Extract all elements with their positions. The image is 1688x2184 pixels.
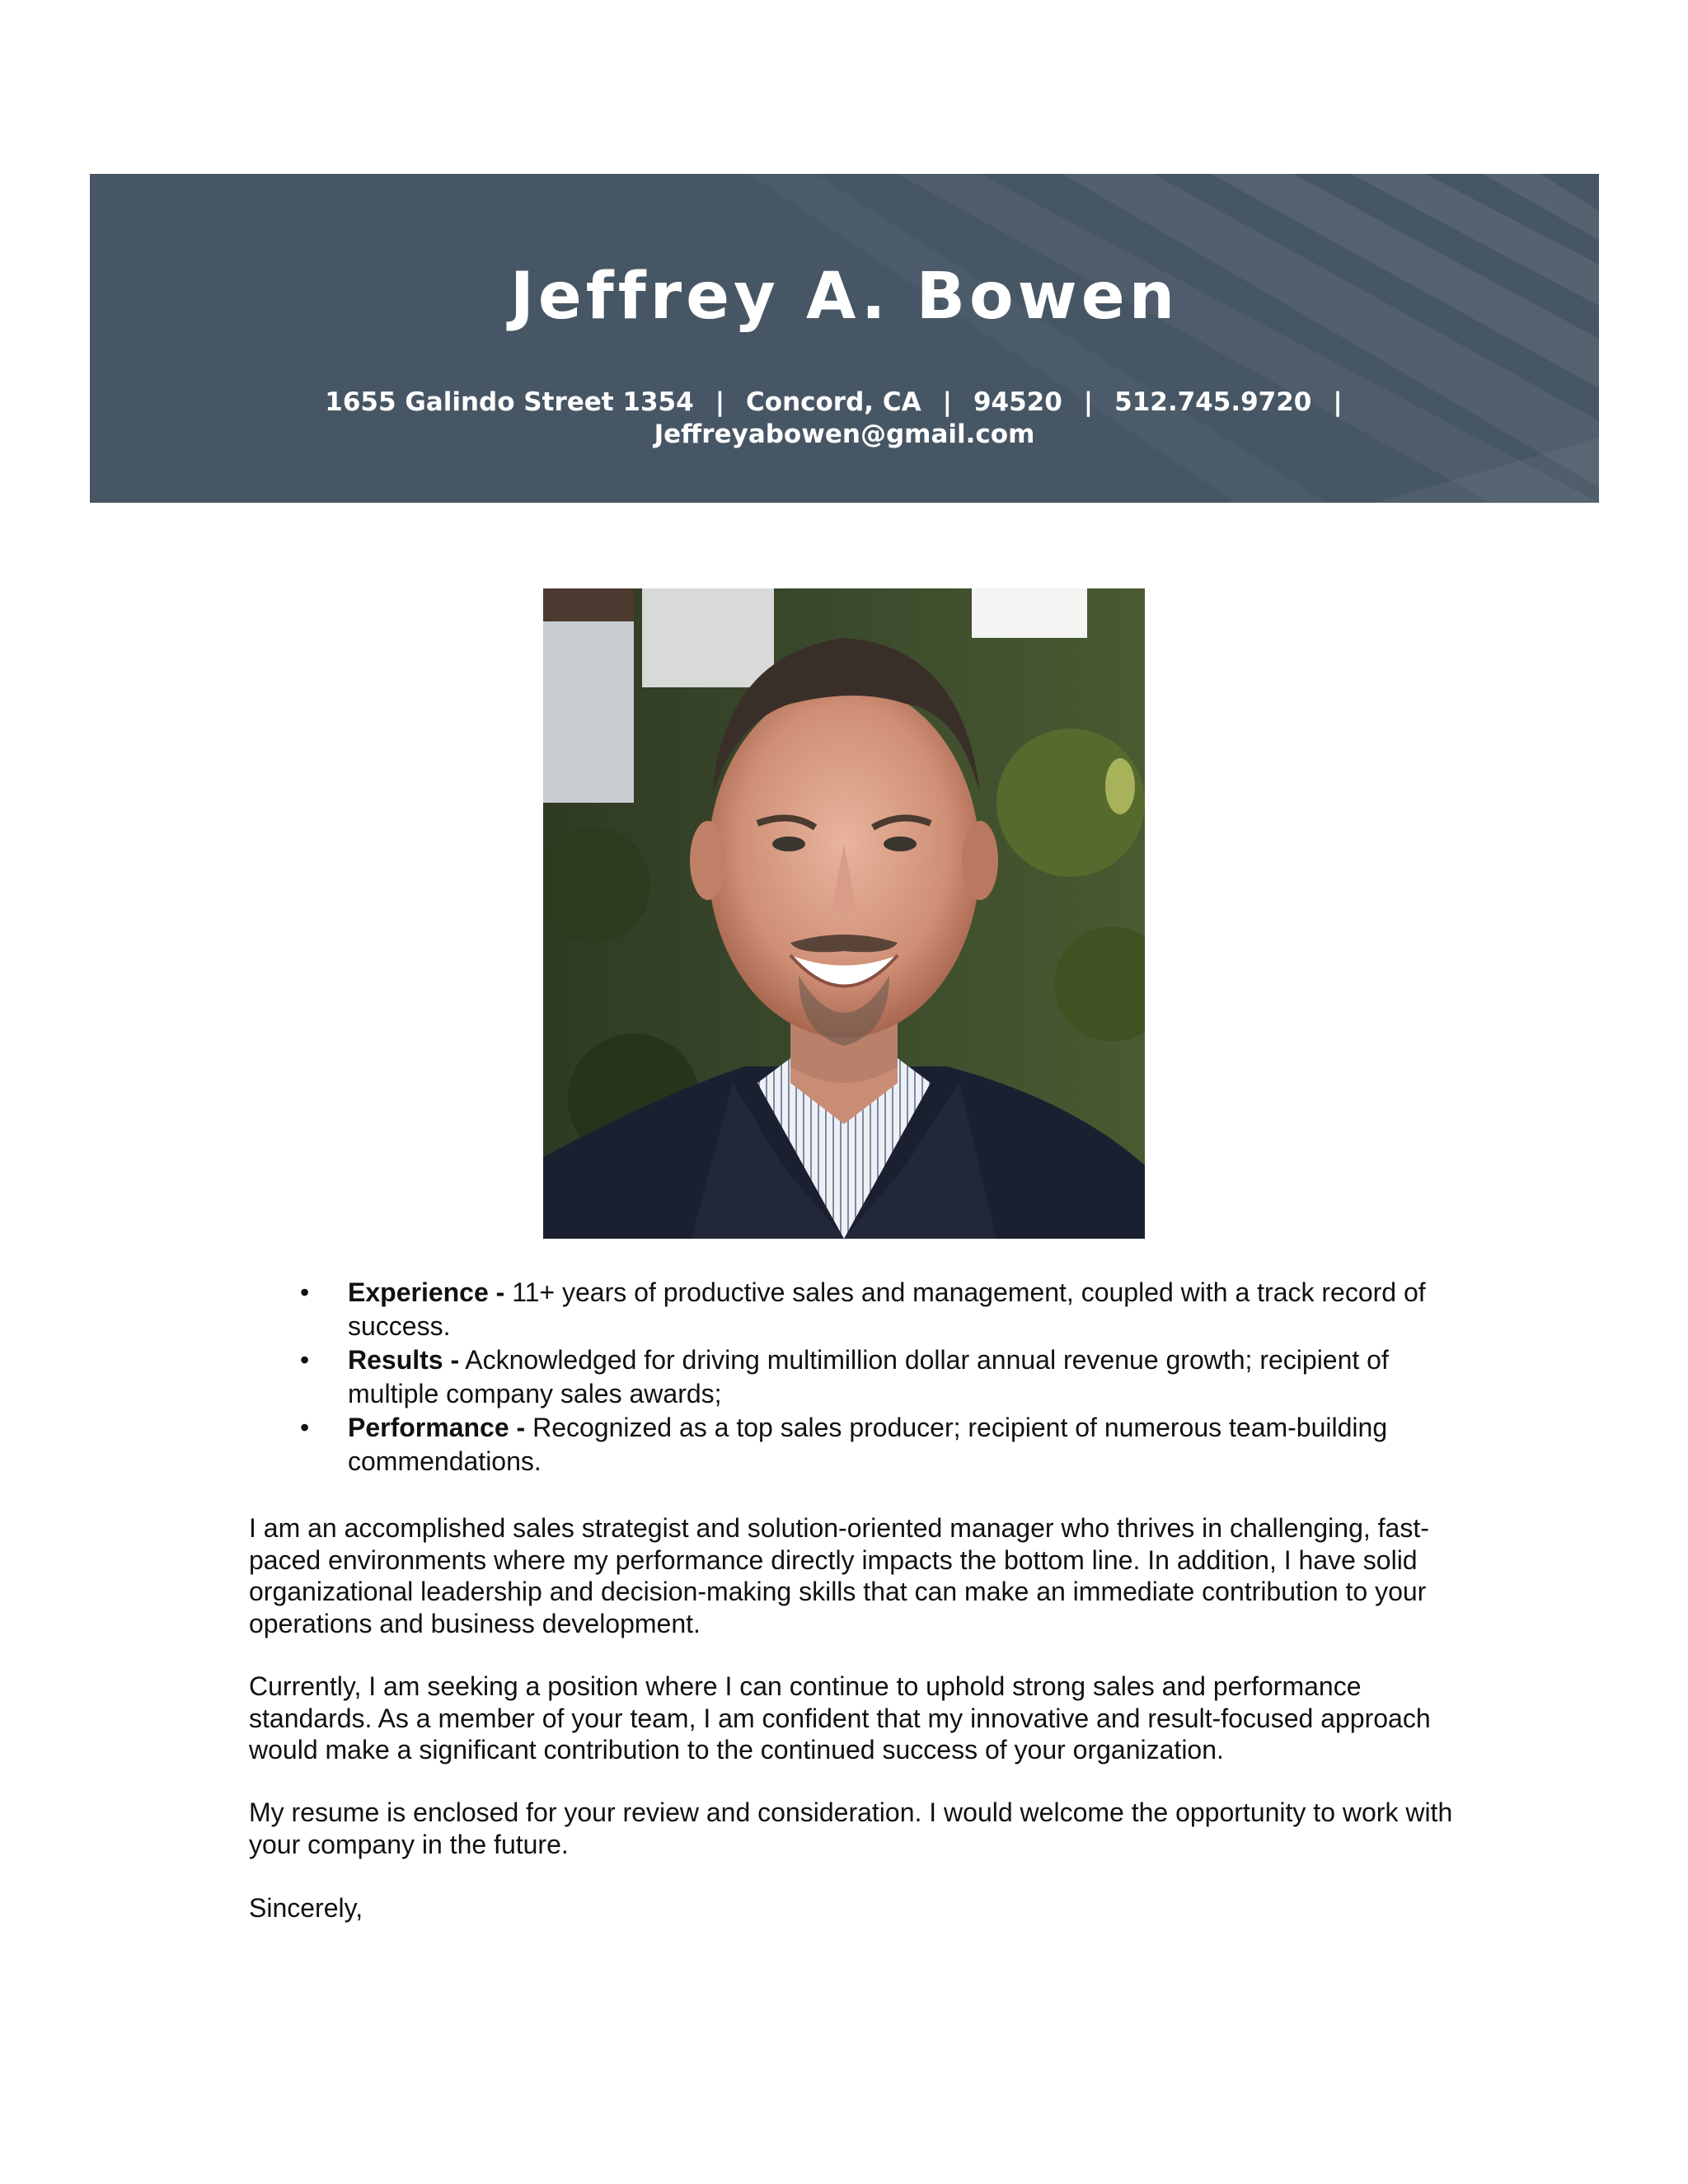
contact-city-state: Concord, CA [746, 387, 921, 417]
bullet-icon: • [300, 1345, 310, 1375]
list-item [249, 1343, 1461, 1411]
closing-salutation: Sincerely, [249, 1893, 363, 1923]
contact-zip: 94520 [973, 387, 1062, 417]
contact-email: Jeffreyabowen@gmail.com [654, 419, 1035, 449]
highlight-text: 11+ years of productive sales and management, coupled with a track record of success. [348, 1277, 1426, 1341]
body-paragraph: My resume is enclosed for your review and consideration. I would welcome the opportunity to work with your company in the future. [249, 1797, 1453, 1859]
body-paragraph: I am an accomplished sales strategist and solution-oriented manager who thrives in challenging, fast-paced environments where my performance directly impacts the bottom line. In addition, I have solid organizational leadership and decision-making skills that can make an immediate contribution to your operations and business development. [249, 1513, 1429, 1638]
contact-address: 1655 Galindo Street 1354 [325, 387, 694, 417]
highlight-text: Acknowledged for driving multimillion dollar annual revenue growth; recipient of multiple company sales awards; [348, 1345, 1389, 1408]
highlight-text: Recognized as a top sales producer; recipient of numerous team-building commendations. [348, 1413, 1388, 1476]
bullet-icon: • [300, 1277, 310, 1307]
bullet-icon: • [300, 1413, 310, 1442]
highlight-term: Experience - [348, 1277, 505, 1307]
header-banner [90, 174, 1599, 503]
list-item [249, 1411, 1461, 1479]
contact-separator: | [942, 387, 952, 417]
contact-separator: | [715, 387, 725, 417]
portrait-photo [543, 588, 1145, 1239]
highlights-list [249, 1276, 1461, 1479]
contact-separator: | [1083, 387, 1094, 417]
applicant-name: Jeffrey A. Bowen [509, 260, 1179, 334]
contact-phone: 512.745.9720 [1114, 387, 1312, 417]
body-paragraph: Currently, I am seeking a position where I can continue to uphold strong sales and performance standards. As a member of your team, I am confident that my innovative and result-focused approach would make a significant contribution to the continued success of your organization. [249, 1671, 1431, 1765]
highlight-term: Results - [348, 1345, 460, 1375]
banner-ray-pattern [90, 174, 1599, 503]
contact-row-main [90, 387, 1599, 419]
highlight-term: Performance - [348, 1413, 526, 1442]
contact-separator: | [1333, 387, 1343, 417]
list-item [249, 1276, 1461, 1343]
contact-line [90, 387, 1599, 451]
